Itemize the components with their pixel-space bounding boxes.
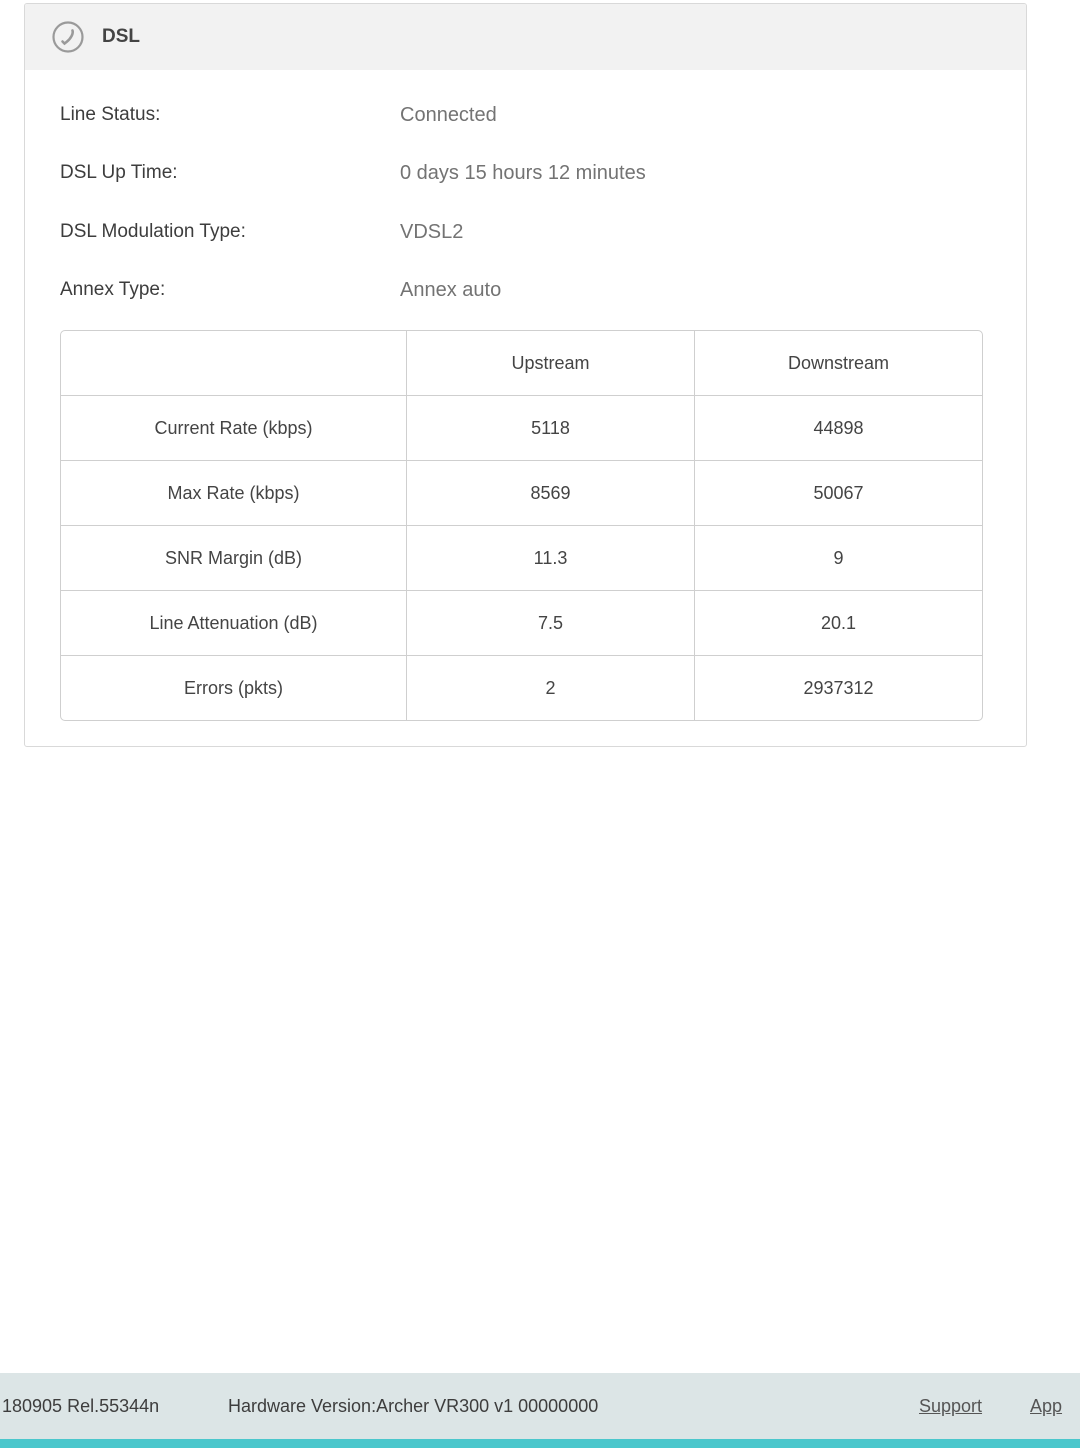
annex-value: Annex auto xyxy=(400,278,502,301)
downstream-value: 9 xyxy=(695,526,982,591)
row-label: Errors (pkts) xyxy=(61,656,407,720)
line-status-row xyxy=(60,100,497,130)
panel-header xyxy=(25,4,1026,70)
table-row xyxy=(61,656,982,720)
row-label: Current Rate (kbps) xyxy=(61,396,407,461)
table-header-row xyxy=(61,331,982,396)
phone-icon xyxy=(52,21,84,53)
table-row xyxy=(61,591,982,656)
upstream-value: 2 xyxy=(407,656,695,720)
upstream-value: 11.3 xyxy=(407,526,695,591)
footer-accent-bar xyxy=(0,1439,1080,1448)
footer xyxy=(0,1373,1080,1439)
modulation-label: DSL Modulation Type: xyxy=(60,221,246,242)
modulation-value: VDSL2 xyxy=(400,220,464,243)
annex-label: Annex Type: xyxy=(60,279,166,300)
line-status-label: Line Status: xyxy=(60,104,161,125)
app-link[interactable]: App xyxy=(1030,1395,1063,1416)
line-status-value: Connected xyxy=(400,103,497,126)
downstream-value: 50067 xyxy=(695,461,982,526)
uptime-row xyxy=(60,158,646,188)
downstream-value: 20.1 xyxy=(695,591,982,656)
upstream-value: 7.5 xyxy=(407,591,695,656)
uptime-label: DSL Up Time: xyxy=(60,162,178,183)
table-row xyxy=(61,396,982,461)
upstream-value: 5118 xyxy=(407,396,695,461)
panel-title: DSL xyxy=(102,26,140,47)
upstream-value: 8569 xyxy=(407,461,695,526)
table-header-downstream: Downstream xyxy=(695,331,982,396)
table-row xyxy=(61,526,982,591)
table-header-upstream: Upstream xyxy=(407,331,695,396)
downstream-value: 44898 xyxy=(695,396,982,461)
uptime-value: 0 days 15 hours 12 minutes xyxy=(400,161,646,184)
downstream-value: 2937312 xyxy=(803,677,874,698)
table-header-blank xyxy=(61,331,407,396)
dsl-stats-table xyxy=(60,330,983,721)
firmware-version: 180905 Rel.55344n xyxy=(2,1395,160,1416)
modulation-row xyxy=(60,217,463,247)
annex-row xyxy=(60,275,501,305)
row-label: Line Attenuation (dB) xyxy=(61,591,407,656)
row-label: Max Rate (kbps) xyxy=(61,461,407,526)
support-link[interactable]: Support xyxy=(919,1395,983,1416)
table-row xyxy=(61,461,982,526)
row-label: SNR Margin (dB) xyxy=(61,526,407,591)
hardware-version: Hardware Version:Archer VR300 v1 00000000 xyxy=(228,1395,599,1416)
dsl-panel xyxy=(24,3,1027,747)
